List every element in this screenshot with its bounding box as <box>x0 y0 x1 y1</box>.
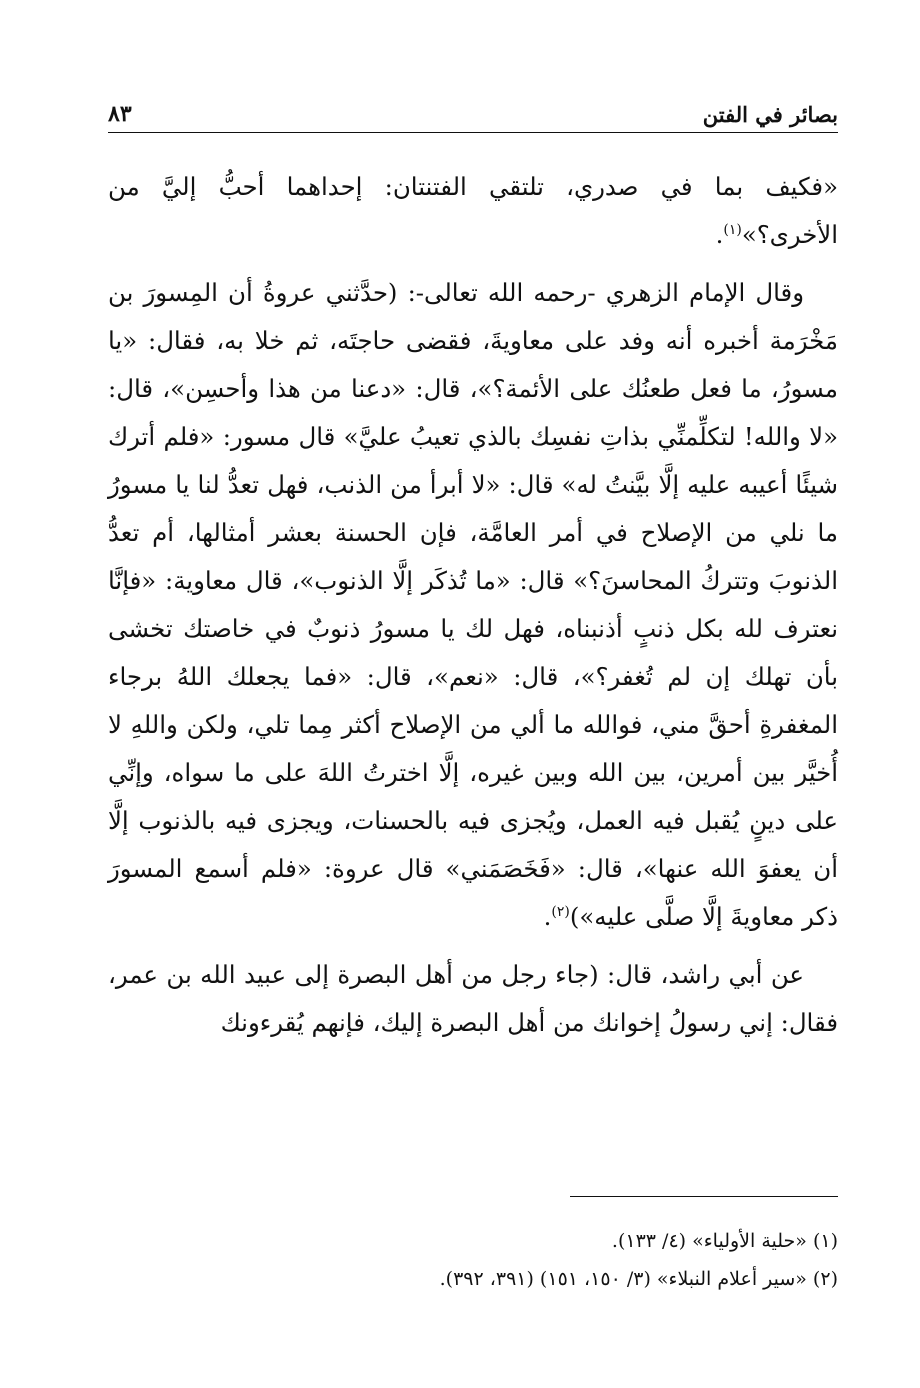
book-title: بصائر في الفتن <box>702 101 838 127</box>
main-text <box>108 163 838 1057</box>
paragraph-3 <box>108 951 838 1047</box>
footnote-1: (١) «حلية الأولياء» (٤/ ١٣٣). <box>611 1230 838 1252</box>
paragraph-text: عن أبي راشد، قال: (جاء رجل من أهل البصرة إلى عبيد الله بن عمر، فقال: إني رسولُ إخوانك من أهل البصرة إليك، فإنهم يُقرءونك <box>108 960 838 1037</box>
page-number: ٨٣ <box>108 101 132 127</box>
running-header <box>108 96 838 133</box>
paragraph-1 <box>108 163 838 259</box>
paragraph-ending: . <box>715 220 724 249</box>
footnote-ref-2[interactable]: (٢) <box>551 903 570 920</box>
footnotes <box>108 1222 838 1298</box>
paragraph-ending: . <box>543 902 552 931</box>
footnote-ref-1[interactable]: (١) <box>723 221 742 238</box>
paragraph-text: وقال الإمام الزهري -رحمه الله تعالى-: (حدَّثني عروةُ أن المِسورَ بن مَخْرَمة أخبره أنه وفد على معاويةَ، فقضى حاجتَه، ثم خلا به، فقال: «يا مسورُ، ما فعل طعنُك على الأئمة؟»، قال: «دعنا من هذا وأحسِن»، قال: «لا والله! لتكلِّمنِّي بذاتِ نفسِك بالذي تعيبُ عليَّ» قال مسور: «فلم أترك شيئًا أعيبه عليه إلَّا بيَّنتُ له» قال: «لا أبرأ من الذنب، فهل تعدُّ لنا يا مسورُ ما نلي من الإصلاح في أمر العامَّة، فإن الحسنة بعشر أمثالها، أم تعدُّ الذنوبَ وتتركُ المحاسنَ؟» قال: «ما تُذكَر إلَّا الذنوب»، قال معاوية: «فإنَّا نعترف لله بكل ذنبٍ أذنبناه، فهل لك يا مسورُ ذنوبٌ في خاصتك تخشى بأن تهلك إن لم تُغفر؟»، قال: «نعم»، قال: «فما يجعلك اللهُ برجاء المغفرةِ أحقَّ مني، فوالله ما ألي من الإصلاح أكثر مِما تلي، ولكن واللهِ لا أُخيَّر بين أمرين، بين الله وبين غيره، إلَّا اخترتُ اللهَ على ما سواه، وإنِّي على دينٍ يُقبل فيه العمل، ويُجزى فيه بالحسنات، ويجزى فيه بالذنوب إلَّا أن يعفوَ الله عنها»، قال: «فَخَصَمَني» قال عروة: «فلم أسمع المسورَ ذكر معاويةَ إلَّا صلَّى عليه») <box>108 278 838 931</box>
paragraph-2 <box>108 269 838 941</box>
paragraph-text: «فكيف بما في صدري، تلتقي الفتنتان: إحداهما أحبُّ إليَّ من الأخرى؟» <box>108 172 838 249</box>
footnote-2: (٢) «سير أعلام النبلاء» (٣/ ١٥٠، ١٥١) (٣٩١، ٣٩٢). <box>439 1268 838 1290</box>
footnote-divider <box>570 1196 838 1197</box>
